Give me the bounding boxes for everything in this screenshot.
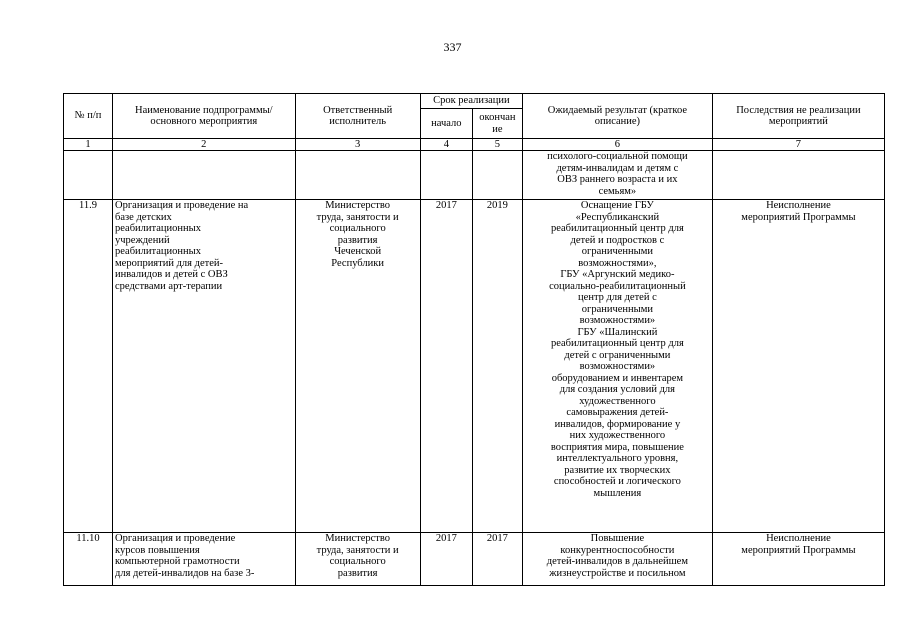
activity-name [113,151,296,200]
row-number [64,151,113,200]
column-number: 5 [472,139,522,151]
page-number: 337 [443,40,462,54]
activity-name: Организация и проведение курсов повышения компьютерной грамотности для детей-инвалидов на базе 3- [113,533,296,586]
row-number: 11.10 [64,533,113,586]
start-year: 2017 [420,200,472,533]
column-number-row [64,139,885,151]
table-row [64,151,885,200]
end-year: 2019 [472,200,522,533]
header-end: окончан ие [472,109,522,139]
header-name: Наименование подпрограммы/ основного мероприятия [113,94,296,139]
end-year [472,151,522,200]
column-number: 2 [113,139,296,151]
activity-name: Организация и проведение на базе детских реабилитационных учреждений реабилитационных мероприятий для детей- инвалидов и детей с ОВЗ средствами арт-терапии [113,200,296,533]
row-number: 11.9 [64,200,113,533]
start-year: 2017 [420,533,472,586]
non-implementation-consequences [712,151,884,200]
start-year [420,151,472,200]
table-row [64,533,885,586]
column-number: 6 [522,139,712,151]
end-year: 2017 [472,533,522,586]
table-row [64,200,885,533]
expected-result: Оснащение ГБУ «Республиканский реабилитационный центр для детей и подростков с ограниченными возможностями», ГБУ «Аргунский медико- социально-реабилитационный центр для детей с ограниченными возможностями» ГБУ «Шалинский реабилитационный центр для детей с ограниченными возможностями» оборудованием и инвентарем для создания условий для художественного самовыражения детей- инвалидов, формирование у них художественного восприятия мира, повышение интеллектуального уровня, развитие их творческих способностей и логического мышления [522,200,712,533]
header-term: Срок реализации [420,94,522,109]
non-implementation-consequences: Неисполнение мероприятий Программы [712,200,884,533]
responsible-executor [295,151,420,200]
header-consequences: Последствия не реализации мероприятий [712,94,884,139]
responsible-executor: Министерство труда, занятости и социального развития Чеченской Республики [295,200,420,533]
expected-result: Повышение конкурентноспособности детей-инвалидов в дальнейшем жизнеустройстве и посильном [522,533,712,586]
header-executor: Ответственный исполнитель [295,94,420,139]
program-table [63,93,885,586]
column-number: 7 [712,139,884,151]
non-implementation-consequences: Неисполнение мероприятий Программы [712,533,884,586]
expected-result: психолого-социальной помощи детям-инвалидам и детям с ОВЗ раннего возраста и их семьям» [522,151,712,200]
header-num: № п/п [64,94,113,139]
column-number: 4 [420,139,472,151]
column-number: 1 [64,139,113,151]
column-number: 3 [295,139,420,151]
responsible-executor: Министерство труда, занятости и социального развития [295,533,420,586]
header-start: начало [420,109,472,139]
header-result: Ожидаемый результат (краткое описание) [522,94,712,139]
